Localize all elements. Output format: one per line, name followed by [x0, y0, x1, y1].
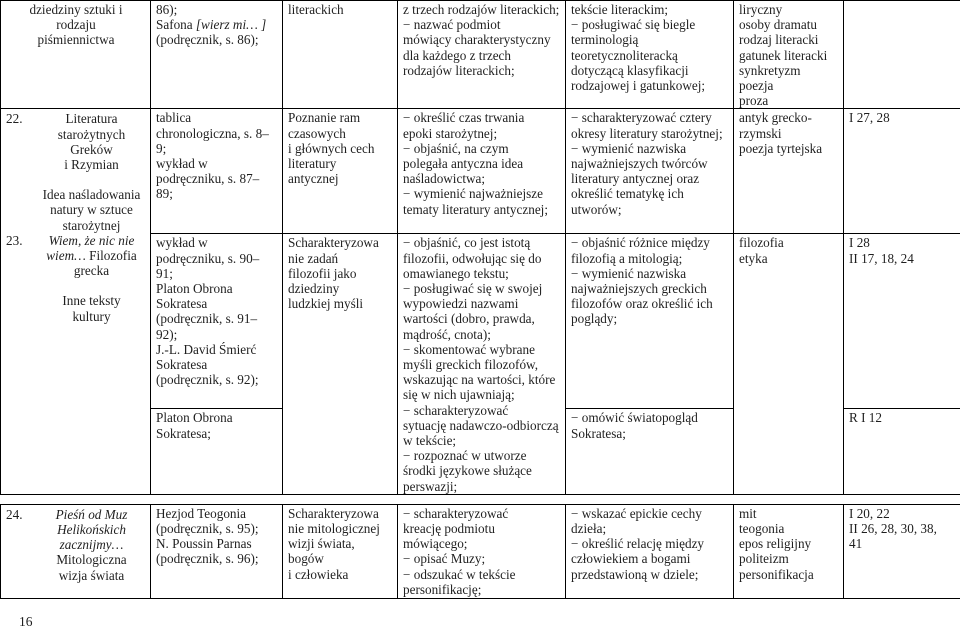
lesson-number: 23.: [6, 232, 23, 248]
terms-cell: mit teogonia epos religijny politeizm personifikacja: [734, 504, 844, 598]
content-cell: Scharakteryzowa nie mitologicznej wizji świata, bogów i człowieka: [283, 504, 398, 598]
extended-cell: − scharakteryzować cztery okresy literatury starożytnej; − wymienić nazwiska najważniejszych twórców literatury antycznej oraz określić tematykę ich utworów;: [566, 109, 734, 234]
refs-cell: I 20, 22 II 26, 28, 30, 38, 41: [844, 504, 960, 598]
content-cell: Poznanie ram czasowych i głównych cech literatury antycznej: [283, 109, 398, 234]
lesson-number: 24.: [6, 506, 23, 522]
material-cell: 86); Safona [wierz mi… ] (podręcznik, s. 86);: [151, 1, 283, 109]
content-cell: literackich: [283, 1, 398, 109]
topic-quote: Wiem, że nic nie wiem…: [46, 232, 135, 264]
extended-cell: − objaśnić różnice między filozofią a mitologią; − wymienić nazwiska najważniejszych greckich filozofów oraz określić ich poglądy;: [566, 234, 734, 409]
refs-cell: R I 12: [844, 409, 960, 494]
topic-cell-24: 24. Pieśń od Muz Helikońskich zacznijmy… Mitologiczna wizja świata: [1, 504, 151, 598]
material-cell: tablica chronologiczna, s. 8– 9; wykład w podręczniku, s. 87– 89;: [151, 109, 283, 234]
extended-cell: tekście literackim; − posługiwać się biegle terminologią teoretycznoliteracką dotyczącą klasyfikacji rodzajowej i gatunkowej;: [566, 1, 734, 109]
refs-cell: I 28 II 17, 18, 24: [844, 234, 960, 409]
table-row: [1, 109, 960, 234]
requirements-cell: − scharakteryzować kreację podmiotu mówiącego; − opisać Muzy; − odszukać w tekście personifikację;: [398, 504, 566, 598]
content-cell: Scharakteryzowa nie zadań filozofii jako dziedziny ludzkiej myśli: [283, 234, 398, 494]
terms-cell: liryczny osoby dramatu rodzaj literacki gatunek literacki synkretyzm poezja proza: [734, 1, 844, 109]
material-cell: Platon Obrona Sokratesa;: [151, 409, 283, 494]
refs-cell: I 27, 28: [844, 109, 960, 234]
table-row: [1, 1, 960, 109]
topic-cell: dziedziny sztuki i rodzaju piśmiennictwa: [1, 1, 151, 109]
extended-cell: − wskazać epickie cechy dzieła; − określić relację między człowiekiem a bogami przedstawioną w dziele;: [566, 504, 734, 598]
requirements-cell: z trzech rodzajów literackich; − nazwać podmiot mówiący charakterystyczny dla każdego z trzech rodzajów literackich;: [398, 1, 566, 109]
terms-cell: antyk grecko- rzymski poezja tyrtejska: [734, 109, 844, 234]
lesson-number: 22.: [6, 111, 23, 127]
table-row: [1, 504, 960, 598]
terms-cell: filozofia etyka: [734, 234, 844, 494]
extended-cell: − omówić światopogląd Sokratesa;: [566, 409, 734, 494]
requirements-cell: − określić czas trwania epoki starożytnej; − objaśnić, na czym polegała antyczna idea naśladowictwa; − wymienić najważniejsze tematy literatury antycznej;: [398, 109, 566, 234]
requirements-cell: − objaśnić, co jest istotą filozofii, odwołując się do omawianego tekstu; − posługiwać się w swojej wypowiedzi nazwami wartości (dobro, prawda, mądrość, cnota); − skomentować wybrane myśli greckich filozofów, wskazując na wartości, które się w nich ujawniają; − scharakteryzować sytuację nadawczo-odbiorczą w tekście; − rozpoznać w utworze środki językowe służące perswazji;: [398, 234, 566, 494]
refs-cell: [844, 1, 960, 109]
material-title: Safona: [156, 17, 196, 33]
material-cell: Hezjod Teogonia (podręcznik, s. 95); N. Poussin Parnas (podręcznik, s. 96);: [151, 504, 283, 598]
page-number: 16: [19, 614, 33, 629]
topic-cell-22-23: 22. 23. Literatura starożytnych Greków i Rzymian Idea naśladowania natury w sztuce starożytnej Wiem, że nic nie wiem… Filozofia grecka Inne teksty kultury: [1, 109, 151, 494]
material-cell: wykład w podręczniku, s. 90– 91; Platon Obrona Sokratesa (podręcznik, s. 91– 92); J.-L. David Śmierć Sokratesa (podręcznik, s. 92);: [151, 234, 283, 409]
